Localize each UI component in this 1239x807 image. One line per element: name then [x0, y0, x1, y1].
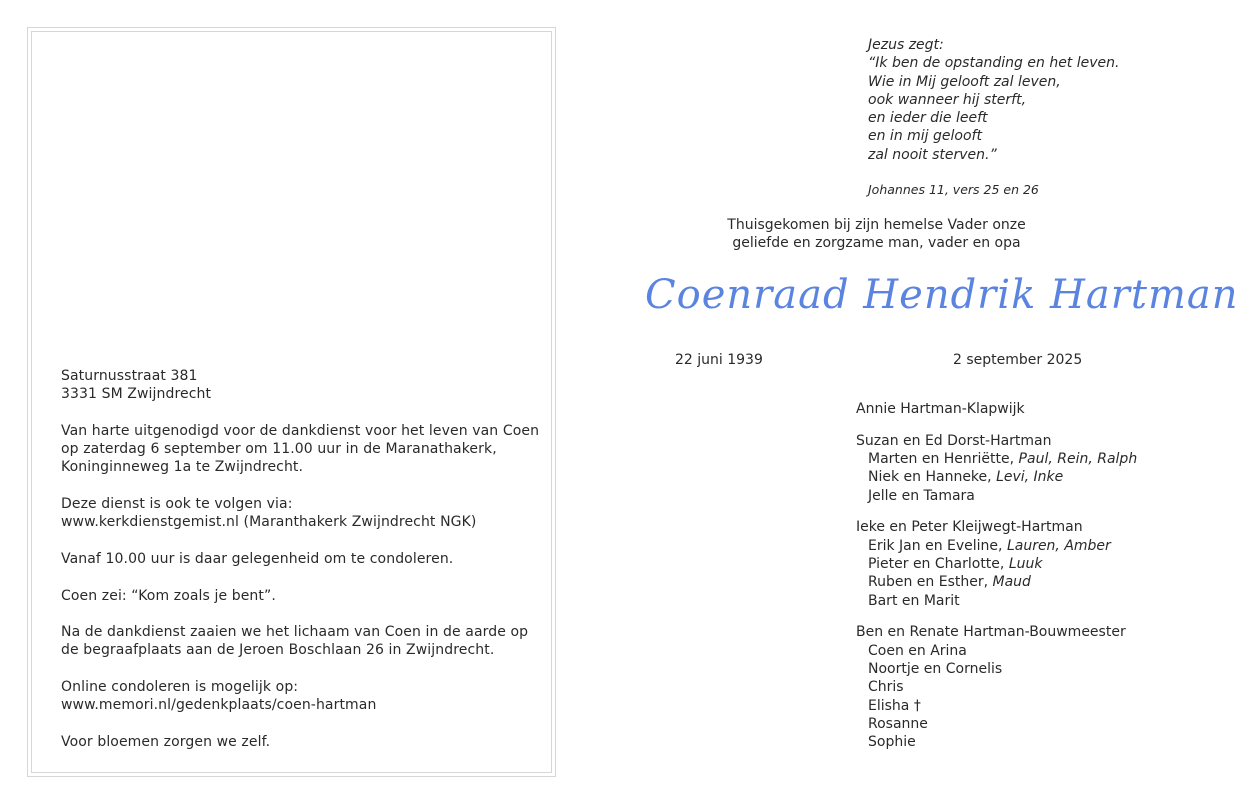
member-names: Niek en Hanneke,	[868, 469, 997, 486]
grandchildren: Levi, Inke	[996, 469, 1064, 486]
invitation-block	[61, 422, 540, 477]
verse-line: “Ik ben de opstanding en het leven.	[868, 55, 1120, 72]
family-group	[856, 432, 1156, 505]
family-member	[856, 468, 1156, 486]
verse-line: ook wanneer hij sterft,	[868, 91, 1027, 108]
verse-reference: Johannes 11, vers 25 en 26	[868, 182, 1039, 198]
verse-line: zal nooit sterven.”	[868, 146, 997, 163]
family-member	[856, 450, 1156, 468]
death-date: 2 september 2025	[953, 352, 1083, 368]
address-city: 3331 SM Zwijndrecht	[61, 386, 212, 403]
member-names: Elisha †	[868, 697, 921, 714]
online-condolence-link[interactable]: www.memori.nl/gedenkplaats/coen-hartman	[61, 697, 377, 714]
family-member	[856, 715, 1156, 733]
grandchildren: Luuk	[1008, 556, 1043, 573]
family-group	[856, 518, 1156, 609]
burial-line: de begraafplaats aan de Jeroen Boschlaan 26 in Zwijndrecht.	[61, 642, 495, 659]
invitation-line: Koninginneweg 1a te Zwijndrecht.	[61, 459, 304, 476]
bible-verse	[868, 36, 1148, 199]
verse-line: en ieder die leeft	[868, 110, 988, 127]
quote-text: Coen zei: “Kom zoals je bent”.	[61, 587, 276, 604]
grandchildren: Paul, Rein, Ralph	[1018, 451, 1138, 468]
family-member	[856, 697, 1156, 715]
member-names: Bart en Marit	[868, 592, 960, 609]
invitation-line: op zaterdag 6 september om 11.00 uur in de Maranathakerk,	[61, 441, 497, 458]
member-names: Rosanne	[868, 715, 928, 732]
service-information	[61, 367, 540, 751]
invitation-line: Van harte uitgenodigd voor de dankdienst voor het leven van Coen	[61, 422, 540, 439]
stream-link[interactable]: www.kerkdienstgemist.nl (Maranthakerk Zwijndrecht NGK)	[61, 514, 477, 531]
verse-line: en in mij gelooft	[868, 128, 982, 145]
verse-line: Wie in Mij gelooft zal leven,	[868, 73, 1061, 90]
online-condolence-line: Online condoleren is mogelijk op:	[61, 679, 299, 696]
member-names: Noortje en Cornelis	[868, 661, 1003, 678]
spouse-name: Annie Hartman-Klapwijk	[856, 401, 1025, 417]
family-group-head: Ieke en Peter Kleijwegt-Hartman	[856, 519, 1083, 536]
flowers-text: Voor bloemen zorgen we zelf.	[61, 733, 271, 750]
address-street: Saturnusstraat 381	[61, 368, 198, 384]
online-condolence-block	[61, 678, 531, 715]
stream-block	[61, 495, 531, 532]
member-names: Pieter en Charlotte,	[868, 556, 1009, 573]
family-group-head: Ben en Renate Hartman-Bouwmeester	[856, 624, 1126, 641]
burial-line: Na de dankdienst zaaien we het lichaam van Coen in de aarde op	[61, 624, 529, 641]
family-member	[856, 660, 1156, 678]
intro-line: geliefde en zorgzame man, vader en opa	[732, 235, 1021, 252]
address-block	[61, 367, 531, 404]
family-member	[856, 733, 1156, 751]
announcement-intro	[700, 216, 1053, 253]
condolence-text: Vanaf 10.00 uur is daar gelegenheid om te condoleren.	[61, 550, 454, 567]
member-names: Marten en Henriëtte,	[868, 451, 1019, 468]
family-list	[856, 400, 1156, 765]
birth-date: 22 juni 1939	[675, 352, 763, 368]
intro-line: Thuisgekomen bij zijn hemelse Vader onze	[727, 217, 1026, 233]
family-member	[856, 592, 1156, 610]
grandchildren: Lauren, Amber	[1006, 537, 1111, 554]
member-names: Ruben en Esther,	[868, 574, 993, 591]
burial-block	[61, 623, 531, 660]
stream-line: Deze dienst is ook te volgen via:	[61, 496, 293, 513]
family-member	[856, 678, 1156, 696]
family-member	[856, 642, 1156, 660]
member-names: Coen en Arina	[868, 642, 967, 659]
spouse-group	[856, 400, 1156, 418]
grandchildren: Maud	[992, 574, 1031, 591]
member-names: Chris	[868, 679, 904, 696]
member-names: Jelle en Tamara	[868, 487, 975, 504]
member-names: Erik Jan en Eveline,	[868, 537, 1007, 554]
family-member	[856, 573, 1156, 591]
verse-line: Jezus zegt:	[868, 37, 944, 53]
family-member	[856, 555, 1156, 573]
family-group-head: Suzan en Ed Dorst-Hartman	[856, 432, 1052, 449]
family-group	[856, 623, 1156, 751]
family-member	[856, 537, 1156, 555]
member-names: Sophie	[868, 734, 916, 751]
deceased-name: Coenraad Hendrik Hartman	[645, 272, 1239, 318]
family-member	[856, 487, 1156, 505]
